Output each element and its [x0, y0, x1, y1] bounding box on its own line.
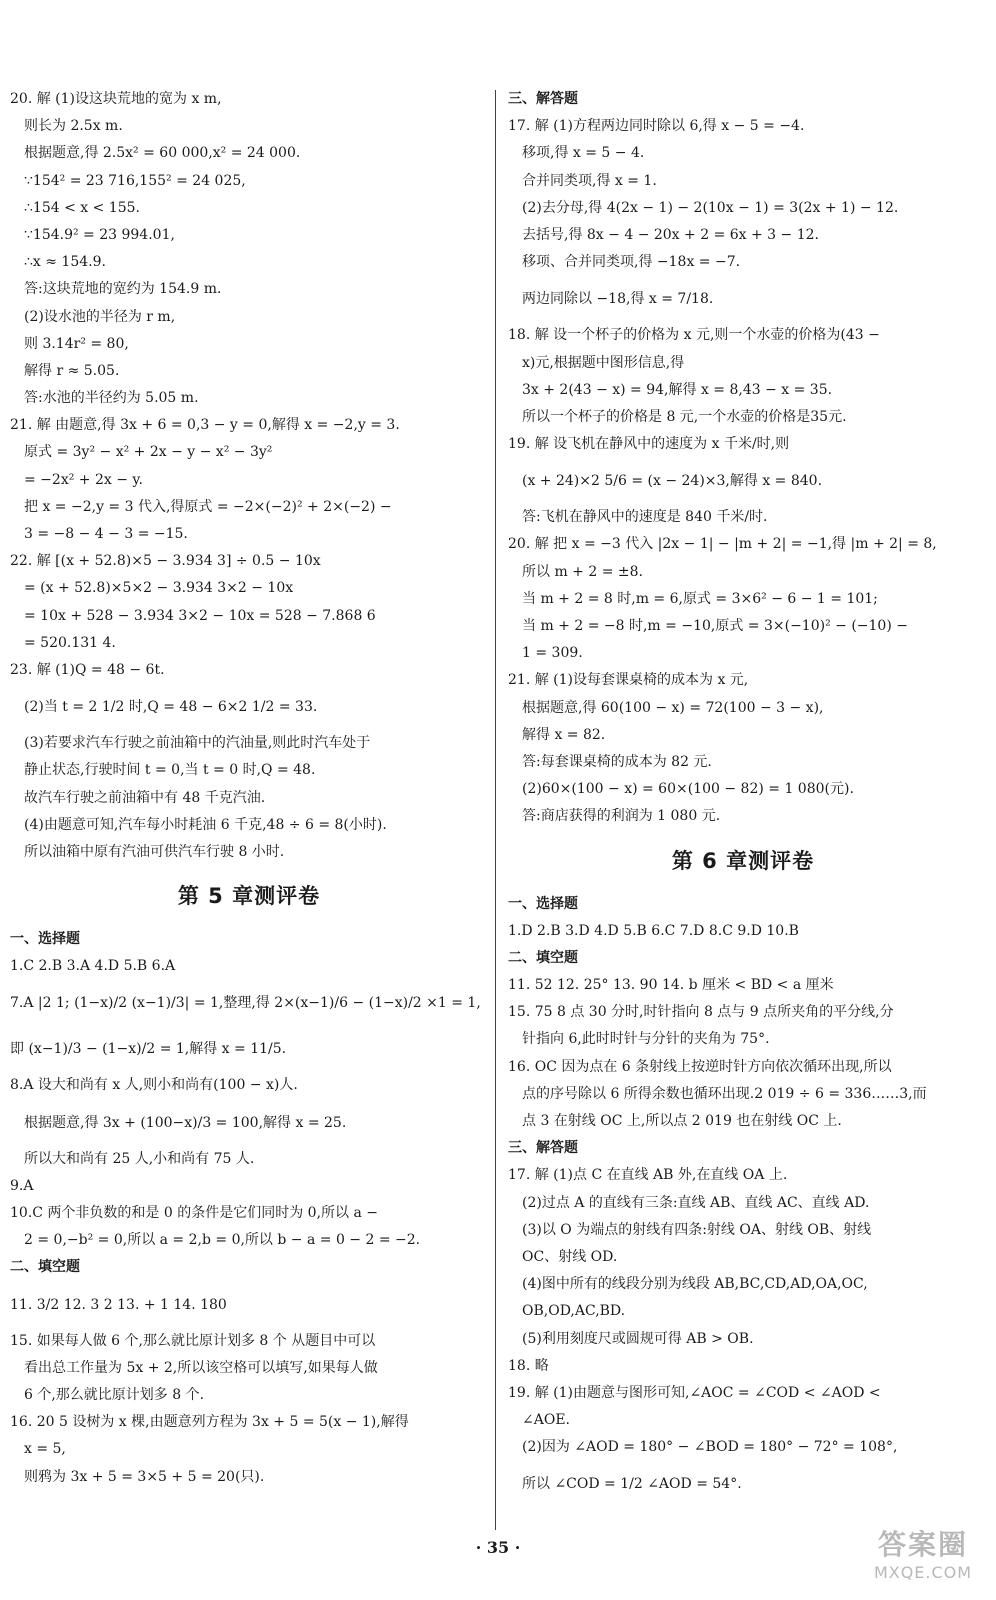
- answer-line: 则鸦为 3x + 5 = 3×5 + 5 = 20(只).: [24, 1468, 265, 1485]
- answer-line: 10.C 两个非负数的和是 0 的条件是它们同时为 0,所以 a −: [10, 1205, 379, 1221]
- section-heading: 三、解答题: [508, 1140, 578, 1157]
- answer-line: 合并同类项,得 x = 1.: [522, 172, 657, 189]
- answer-line: 3x + 2(43 − x) = 94,解得 x = 8,43 − x = 35.: [522, 381, 833, 398]
- answer-line: 19. 解 设飞机在静风中的速度为 x 千米/时,则: [508, 436, 790, 453]
- answer-line: (2)设水池的半径为 r m,: [24, 308, 176, 325]
- chapter-heading: 第 5 章测评卷: [177, 884, 321, 909]
- answer-line: (2)去分母,得 4(2x − 1) − 2(10x − 1) = 3(2x + 1) − 12.: [522, 199, 899, 216]
- answer-line: 把 x = −2,y = 3 代入,得原式 = −2×(−2)² + 2×(−2) −: [24, 498, 392, 515]
- answer-line: 所以大和尚有 25 人,小和尚有 75 人.: [24, 1150, 255, 1167]
- page-number: · 35 ·: [475, 1538, 521, 1557]
- section-heading: 二、填空题: [508, 949, 578, 966]
- answer-line: 22. 解 [(x + 52.8)×5 − 3.934 3] ÷ 0.5 − 10x: [10, 553, 321, 570]
- answer-line: 点 3 在射线 OC 上,所以点 2 019 也在射线 OC 上.: [522, 1113, 842, 1129]
- answer-line: 1.C 2.B 3.A 4.D 5.B 6.A: [10, 958, 176, 975]
- answer-line: (5)利用刻度尺或圆规可得 AB > OB.: [522, 1330, 754, 1347]
- answer-line: 16. OC 因为点在 6 条射线上按逆时针方向依次循环出现,所以: [508, 1058, 892, 1075]
- left-column: [10, 86, 488, 1491]
- answer-line: 1.D 2.B 3.D 4.D 5.B 6.C 7.D 8.C 9.D 10.B: [508, 922, 799, 939]
- answer-line: 答:水池的半径约为 5.05 m.: [24, 390, 199, 407]
- right-column: [508, 86, 978, 1507]
- answer-line: 15. 75 8 点 30 分时,时针指向 8 点与 9 点所夹角的平分线,分: [508, 1004, 894, 1021]
- answer-line: 当 m + 2 = −8 时,m = −10,原式 = 3×(−10)² − (−10) −: [522, 618, 908, 634]
- answer-line: ∵154.9² = 23 994.01,: [24, 226, 175, 243]
- answer-line: ∴x ≈ 154.9.: [24, 254, 106, 271]
- answer-line: 根据题意,得 3x + (100−x)/3 = 100,解得 x = 25.: [24, 1114, 347, 1131]
- column-divider: [495, 90, 496, 1530]
- answer-line: (3)若要求汽车行驶之前油箱中的汽油量,则此时汽车处于: [24, 735, 371, 752]
- answer-line: 所以 ∠COD = 1/2 ∠AOD = 54°.: [522, 1476, 742, 1493]
- answer-line: 即 (x−1)/3 − (1−x)/2 = 1,解得 x = 11/5.: [10, 1041, 287, 1058]
- answer-line: 故汽车行驶之前油箱中有 48 千克汽油.: [24, 789, 266, 806]
- chapter-heading: 第 6 章测评卷: [671, 848, 815, 873]
- answer-line: 21. 解 由题意,得 3x + 6 = 0,3 − y = 0,解得 x = −2,y = 3.: [10, 417, 400, 434]
- watermark-url: MXQE.COM: [873, 1563, 973, 1582]
- answer-line: 19. 解 (1)由题意与图形可知,∠AOC = ∠COD < ∠AOD <: [508, 1384, 881, 1401]
- answer-line: OB,OD,AC,BD.: [522, 1303, 626, 1320]
- answer-line: 移项、合并同类项,得 −18x = −7.: [522, 254, 741, 271]
- answer-line: 所以油箱中原有汽油可供汽车行驶 8 小时.: [24, 843, 285, 860]
- answer-line: ∵154² = 23 716,155² = 24 025,: [24, 172, 246, 189]
- watermark-logo: 答案圈: [877, 1528, 968, 1561]
- answer-line: 原式 = 3y² − x² + 2x − y − x² − 3y²: [24, 444, 273, 461]
- answer-line: x)元,根据题中图形信息,得: [522, 354, 685, 371]
- section-heading: 三、解答题: [508, 91, 578, 107]
- section-heading: 一、选择题: [508, 895, 578, 912]
- answer-line: ∴154 < x < 155.: [24, 199, 140, 216]
- answer-line: (2)当 t = 2 1/2 时,Q = 48 − 6×2 1/2 = 33.: [24, 699, 318, 716]
- answer-line: (2)过点 A 的直线有三条:直线 AB、直线 AC、直线 AD.: [522, 1194, 870, 1211]
- answer-line: 16. 20 5 设树为 x 棵,由题意列方程为 3x + 5 = 5(x − 1),解得: [10, 1414, 409, 1431]
- answer-line: = (x + 52.8)×5×2 − 3.934 3×2 − 10x: [24, 580, 294, 597]
- answer-line: (2)60×(100 − x) = 60×(100 − 82) = 1 080(元).: [522, 781, 854, 798]
- answer-line: 15. 如果每人做 6 个,那么就比原计划多 8 个 从题目中可以: [10, 1332, 376, 1349]
- answer-line: 18. 略: [508, 1357, 549, 1374]
- answer-line: 7.A |2 1; (1−x)/2 (x−1)/3| = 1,整理,得 2×(x−1)/6 − (1−x)/2 ×1 = 1,: [10, 995, 481, 1012]
- answer-line: 则 3.14r² = 80,: [24, 335, 129, 352]
- watermark: [858, 1528, 988, 1590]
- answer-line: 所以一个杯子的价格是 8 元,一个水壶的价格是35元.: [522, 408, 847, 425]
- answer-line: = 10x + 528 − 3.934 3×2 − 10x = 528 − 7.868 6: [24, 607, 376, 624]
- answer-line: 9.A: [10, 1177, 34, 1194]
- answer-line: OC、射线 OD.: [522, 1248, 618, 1265]
- answer-line: 1 = 309.: [522, 645, 583, 662]
- answer-line: (x + 24)×2 5/6 = (x − 24)×3,解得 x = 840.: [522, 473, 823, 490]
- answer-line: 当 m + 2 = 8 时,m = 6,原式 = 3×6² − 6 − 1 = 101;: [522, 590, 878, 607]
- answer-line: 针指向 6,此时时针与分针的夹角为 75°.: [522, 1031, 770, 1048]
- section-heading: 二、填空题: [10, 1259, 80, 1276]
- answer-line: 11. 52 12. 25° 13. 90 14. b 厘米 < BD < a 厘米: [508, 977, 834, 994]
- answer-line: 看出总工作量为 5x + 2,所以该空格可以填写,如果每人做: [24, 1359, 378, 1376]
- answer-line: 18. 解 设一个杯子的价格为 x 元,则一个水壶的价格为(43 −: [508, 327, 880, 344]
- answer-line: (4)图中所有的线段分别为线段 AB,BC,CD,AD,OA,OC,: [522, 1276, 868, 1293]
- answer-line: 20. 解 (1)设这块荒地的宽为 x m,: [10, 91, 222, 107]
- answer-line: 则长为 2.5x m.: [24, 118, 123, 135]
- answer-line: 解得 x = 82.: [522, 726, 606, 743]
- answer-line: 11. 3/2 12. 3 2 13. + 1 14. 180: [10, 1296, 227, 1313]
- answer-line: 17. 解 (1)点 C 在直线 AB 外,在直线 OA 上.: [508, 1167, 788, 1184]
- answer-line: 答:这块荒地的宽约为 154.9 m.: [24, 281, 222, 298]
- answer-line: 答:飞机在静风中的速度是 840 千米/时.: [522, 509, 768, 526]
- answer-line: 移项,得 x = 5 − 4.: [522, 145, 645, 162]
- answer-line: = −2x² + 2x − y.: [24, 471, 143, 488]
- answer-line: 6 个,那么就比原计划多 8 个.: [24, 1386, 205, 1403]
- answer-line: 静止状态,行驶时间 t = 0,当 t = 0 时,Q = 48.: [24, 762, 316, 779]
- answer-line: 根据题意,得 2.5x² = 60 000,x² = 24 000.: [24, 145, 301, 162]
- answer-line: (4)由题意可知,汽车每小时耗油 6 千克,48 ÷ 6 = 8(小时).: [24, 816, 387, 833]
- answer-line: = 520.131 4.: [24, 634, 116, 651]
- answer-line: 解得 r ≈ 5.05.: [24, 362, 120, 379]
- answer-line: 17. 解 (1)方程两边同时除以 6,得 x − 5 = −4.: [508, 118, 805, 135]
- answer-line: 点的序号除以 6 所得余数也循环出现.2 019 ÷ 6 = 336……3,而: [522, 1085, 927, 1102]
- answer-line: 两边同除以 −18,得 x = 7/18.: [522, 291, 714, 308]
- answer-line: x = 5,: [24, 1441, 66, 1458]
- answer-line: 根据题意,得 60(100 − x) = 72(100 − 3 − x),: [522, 699, 824, 716]
- answer-line: 23. 解 (1)Q = 48 − 6t.: [10, 661, 165, 678]
- answer-line: 答:商店获得的利润为 1 080 元.: [522, 808, 721, 825]
- answer-line: 答:每套课桌椅的成本为 82 元.: [522, 753, 712, 770]
- section-heading: 一、选择题: [10, 931, 80, 948]
- answer-line: (2)因为 ∠AOD = 180° − ∠BOD = 180° − 72° = 108°,: [522, 1439, 898, 1456]
- answer-line: 2 = 0,−b² = 0,所以 a = 2,b = 0,所以 b − a = 0 − 2 = −2.: [24, 1232, 421, 1249]
- answer-line: 所以 m + 2 = ±8.: [522, 563, 643, 580]
- answer-line: (3)以 O 为端点的射线有四条:射线 OA、射线 OB、射线: [522, 1221, 872, 1238]
- answer-line: 8.A 设大和尚有 x 人,则小和尚有(100 − x)人.: [10, 1077, 298, 1094]
- answer-line: 20. 解 把 x = −3 代入 |2x − 1| − |m + 2| = −1,得 |m + 2| = 8,: [508, 536, 937, 553]
- answer-line: ∠AOE.: [522, 1412, 570, 1429]
- answer-line: 3 = −8 − 4 − 3 = −15.: [24, 526, 188, 542]
- answer-line: 去括号,得 8x − 4 − 20x + 2 = 6x + 3 − 12.: [522, 226, 819, 243]
- answer-line: 21. 解 (1)设每套课桌椅的成本为 x 元,: [508, 672, 749, 689]
